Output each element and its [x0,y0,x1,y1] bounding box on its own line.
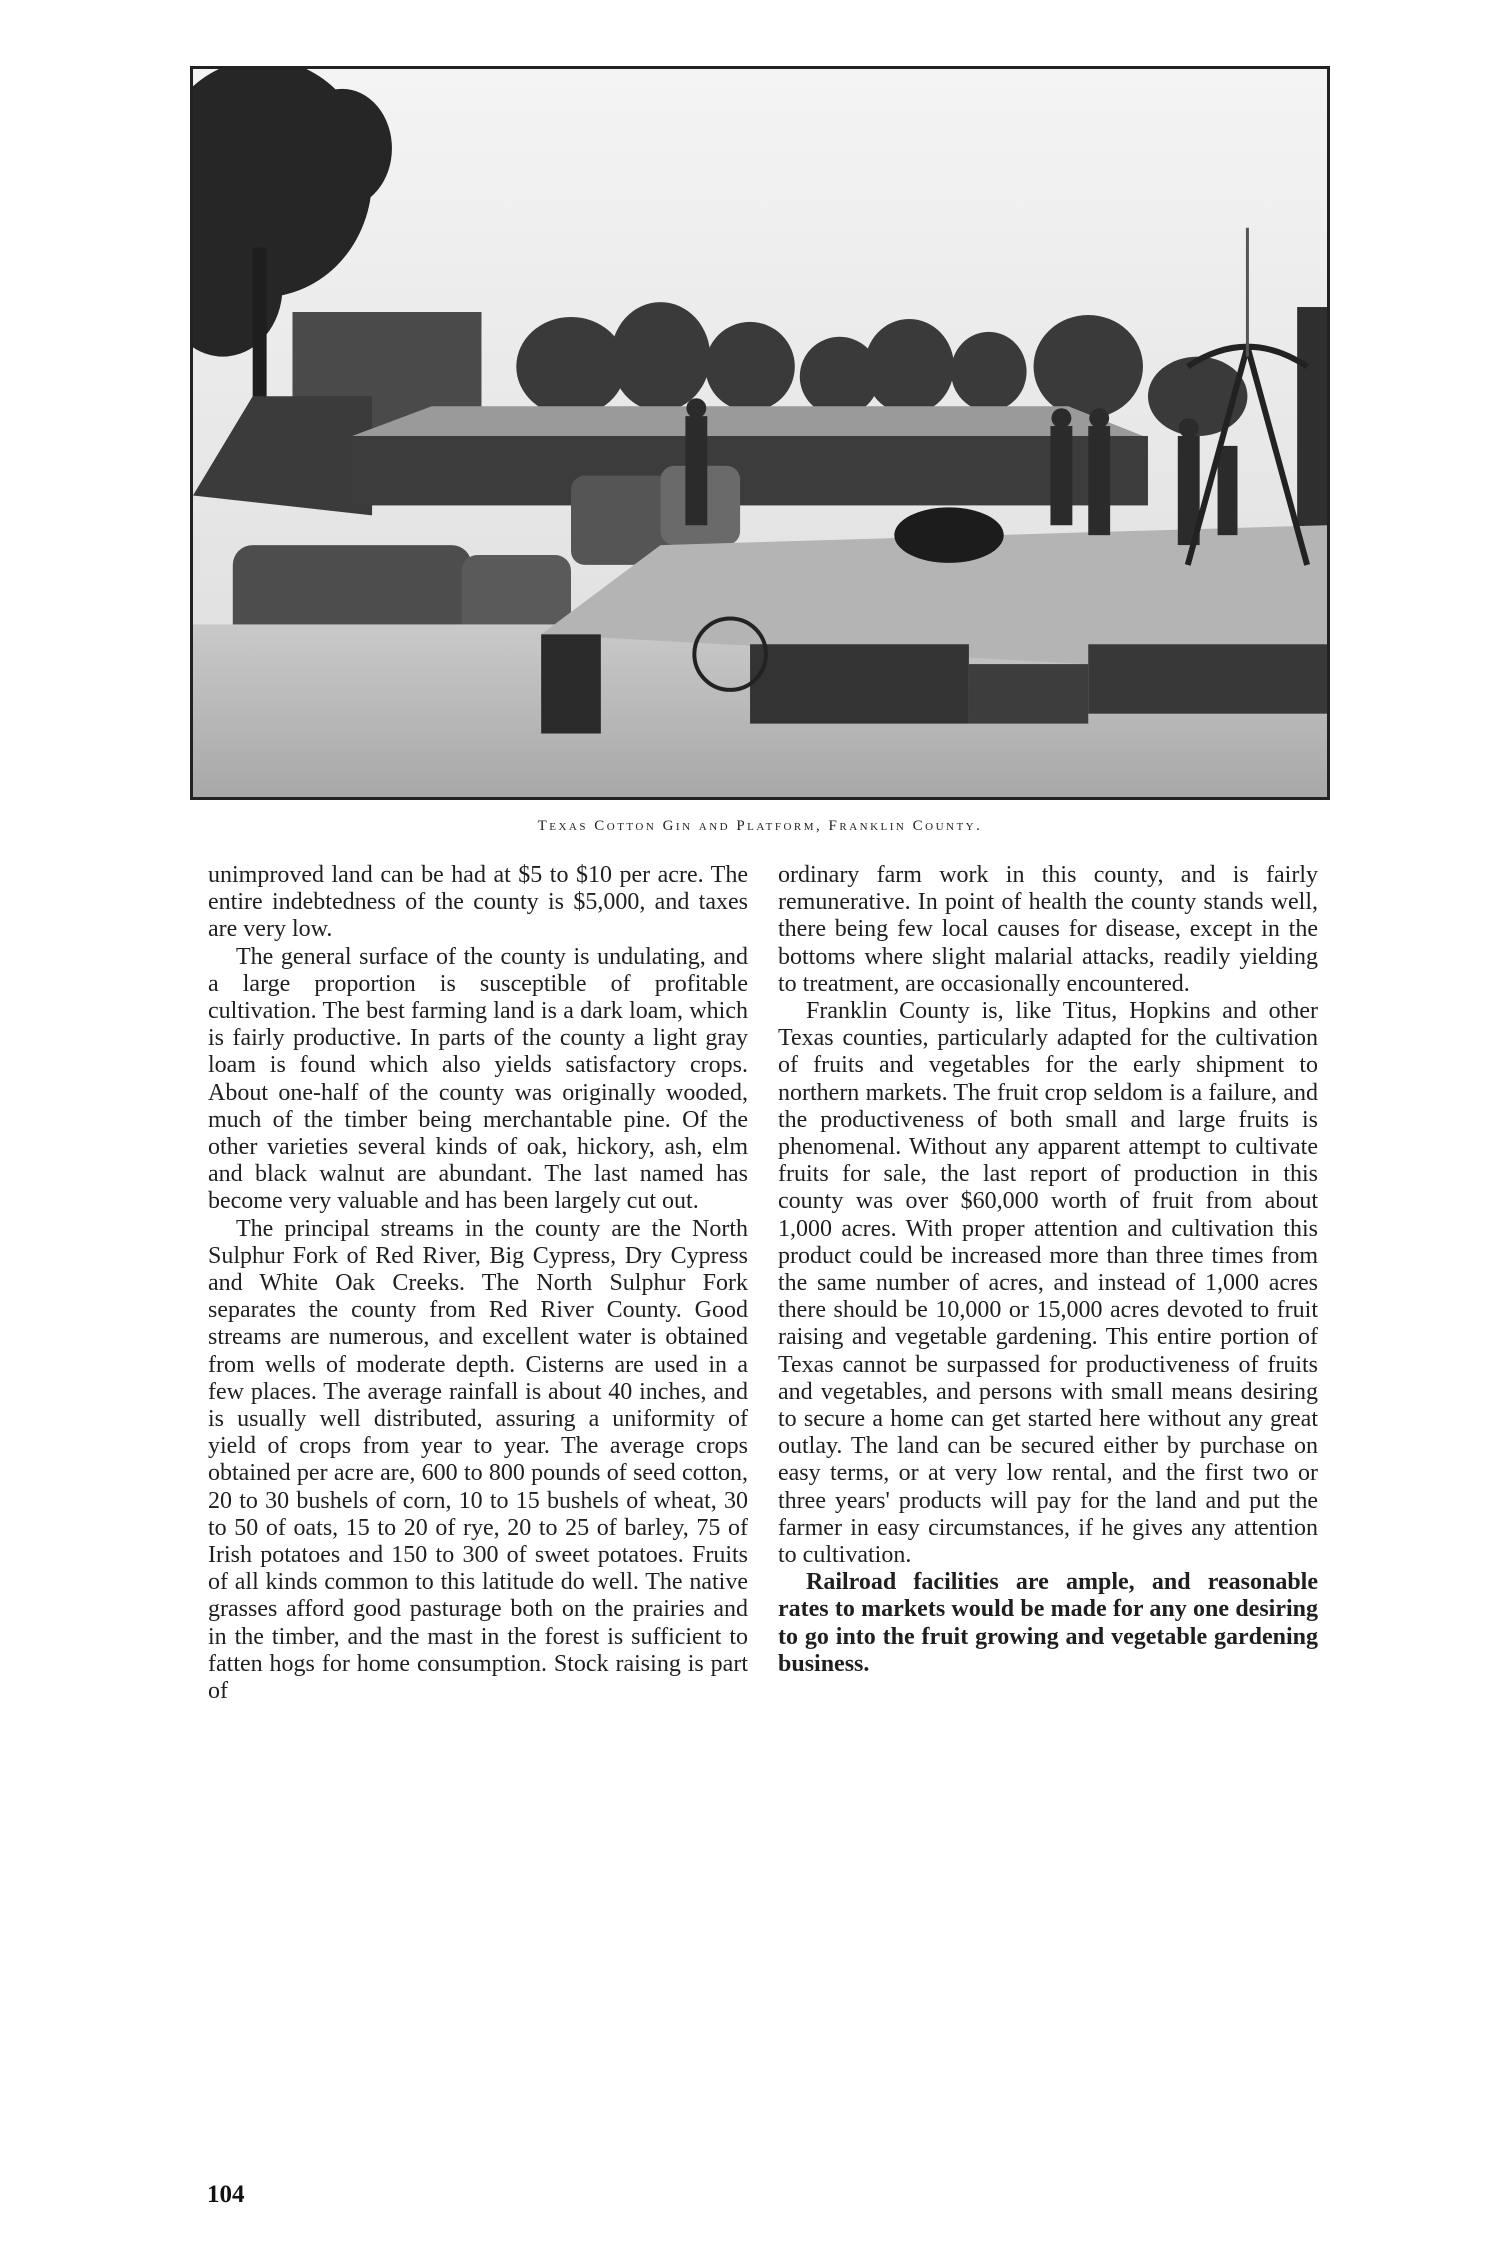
paragraph: ordinary farm work in this county, and is fairly remunerative. In point of health the county stands well, there being few local causes for disease, except in the bottoms where slight malarial attacks, readily yielding to treatment, are occasionally encountered. [778,862,1318,997]
paragraph: Franklin County is, like Titus, Hopkins and other Texas counties, particularly adapted for the cultivation of fruits and vegetables for the early shipment to northern markets. The fruit crop seldom is a failure, and the productiveness of both small and large fruits is phenomenal. Without any apparent attempt to cultivate fruits for sale, the last report of production in this county was over $60,000 worth of fruit from about 1,000 acres. With proper attention and cultivation this product could be increased more than three times from the same number of acres, and instead of 1,000 acres there should be 10,000 or 15,000 acres devoted to fruit raising and vegetable gardening. This entire portion of Texas cannot be surpassed for productiveness of fruits and vegetables, and persons with small means desiring to secure a home can get started here without any great outlay. The land can be secured either by purchase on easy terms, or at very low rental, and the first two or three years' products will pay for the land and put the farmer in easy circumstances, if he gives any attention to cultivation. [778,998,1318,1569]
photograph-image [193,69,1327,797]
paragraph: The principal streams in the county are the North Sulphur Fork of Red River, Big Cypress, Dry Cypress and White Oak Creeks. The North Sulphur Fork separates the county from Red River County. Good streams are numerous, and excellent water is obtained from wells of moderate depth. Cisterns are used in a few places. The average rainfall is about 40 inches, and is usually well distributed, assuring a uniformity of yield of crops from year to year. The average crops obtained per acre are, 600 to 800 pounds of seed cotton, 20 to 30 bushels of corn, 10 to 15 bushels of wheat, 30 to 50 of oats, 15 to 20 of rye, 20 to 25 of barley, 75 of Irish potatoes and 150 to 300 of sweet potatoes. Fruits of all kinds common to this latitude do well. The native grasses afford good pasturage both on the prairies and in the timber, and the mast in the forest is sufficient to fatten hogs for home consumption. Stock raising is part of [208,1215,748,1705]
photo-caption: Texas Cotton Gin and Platform, Franklin County. [537,818,983,834]
paragraph: unimproved land can be had at $5 to $10 per acre. The entire indebtedness of the county is $5,000, and taxes are very low. [208,862,748,943]
left-column [208,862,748,1705]
cotton-gin-photograph [190,66,1330,800]
page-number: 104 [207,2181,245,2208]
paragraph: Railroad facilities are ample, and reasonable rates to markets would be made for any one desiring to go into the fruit growing and vegetable gardening business. [778,1569,1318,1677]
paragraph: The general surface of the county is undulating, and a large proportion is susceptible of profitable cultivation. The best farming land is a dark loam, which is fairly productive. In parts of the county a light gray loam is found which also yields satisfactory crops. About one-half of the county was originally wooded, much of the timber being merchantable pine. Of the other varieties several kinds of oak, hickory, ash, elm and black walnut are abundant. The last named has become very valuable and has been largely cut out. [208,943,748,1215]
right-column [778,862,1318,1678]
